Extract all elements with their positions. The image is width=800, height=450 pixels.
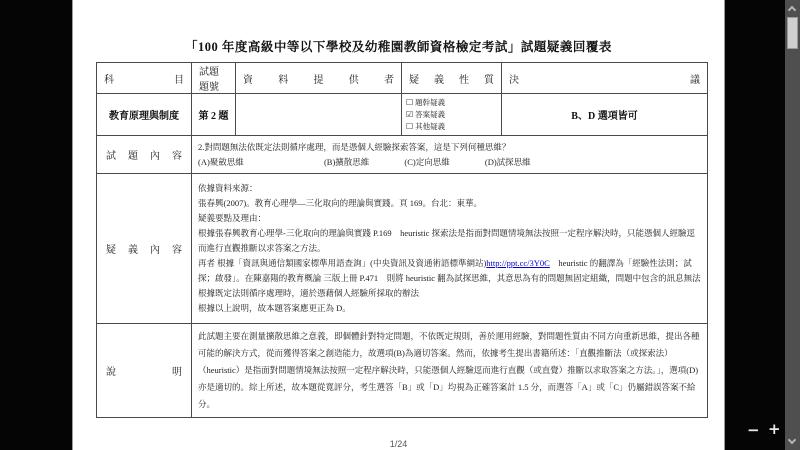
nature-option-other xyxy=(406,121,497,133)
zoom-in-button[interactable]: + xyxy=(768,420,781,438)
option-a: (A)聚斂思維 xyxy=(198,157,244,167)
nature-option-answer xyxy=(406,109,497,121)
nature-option-stem xyxy=(406,97,497,109)
scroll-up-icon[interactable] xyxy=(788,6,796,14)
dispute-conclusion: 根據以上說明，故本題答案應更正為 D。 xyxy=(198,303,351,313)
question-row xyxy=(97,136,708,174)
nature-option-label: 其他疑義 xyxy=(415,121,446,131)
dispute-nature-cell xyxy=(402,94,502,136)
checkbox-unchecked-icon[interactable]: ☐ xyxy=(406,121,414,131)
dispute-reason-paragraph-2 xyxy=(198,256,701,301)
dispute-source-citation: 張春興(2007)。教育心理學—三化取向的理論與實踐。頁 169。台北：東華。 xyxy=(198,198,483,208)
table-header-row xyxy=(97,63,708,94)
question-stem: 2.對問題無法依既定法則循序處理，而是憑個人經驗探索答案，這是下列何種思維？ xyxy=(198,142,511,152)
header-resolution: 決 議 xyxy=(502,63,708,94)
question-row-label: 試 題 內 容 xyxy=(97,136,192,174)
explanation-content-cell xyxy=(192,324,708,418)
dispute-text-after-link: heuristic 的翻譯為「經驗性法則；試探；啟發」。在陳嘉陽的教育概論 三版上冊 P.471 則將 heuristic 翻為試探思維，其意思為有的問題無固定組織，問題中包含的訊息無法根據既定法則循序處理時，適於憑藉個人經驗所採取的辦法 xyxy=(198,258,701,298)
document-title: 「100 年度高級中等以下學校及幼稚園教師資格檢定考試」試題疑義回覆表 xyxy=(185,40,612,54)
zoom-out-button[interactable]: − xyxy=(747,421,760,439)
header-nature: 疑 義 性 質 xyxy=(402,63,502,94)
page-indicator: 1/24 xyxy=(389,439,408,449)
resolution-value: B、D 選項皆可 xyxy=(502,94,708,136)
dispute-content-cell xyxy=(192,174,708,324)
provider-value xyxy=(236,94,402,136)
reference-link[interactable]: http://ppt.cc/3Y0C xyxy=(486,258,550,268)
nature-option-label: 答案疑義 xyxy=(415,109,446,119)
document-page xyxy=(72,0,725,450)
header-subject: 科 目 xyxy=(97,63,192,94)
header-provider: 資 料 提 供 者 xyxy=(236,63,402,94)
option-d: (D)試探思維 xyxy=(484,157,531,167)
review-table xyxy=(96,62,708,418)
question-options xyxy=(198,156,701,168)
explanation-text: 此試題主要在測量擴散思維之意義，即個體針對特定問題，不依既定規則，善於運用經驗，對問題性質由不同方向重新思維，提出各種可能的解決方式，從而獲得答案之創造能力，故選項(B)為適切答案。然而，依據考生提出書籍所述：「直觀推斷法（或探索法）（heuristic）是指面對問題情境無法按照一定程序解決時，只能憑個人經驗逕而進行直觀（或直覺）推斷以求取答案之方法。」，選項(D)亦是適切的。綜上所述，故本題從寬評分，考生選答「B」或「D」均視為正確答案計 1.5 分，而選答「A」或「C」仍屬錯誤答案不給分。 xyxy=(198,331,700,409)
explanation-row-label: 說 明 xyxy=(97,324,192,418)
option-b: (B)擴散思維 xyxy=(323,157,370,167)
explanation-row xyxy=(97,324,708,418)
checkbox-checked-icon[interactable]: ☑ xyxy=(406,109,414,119)
dispute-row-label: 疑 義 內 容 xyxy=(97,174,192,324)
dispute-source-heading: 依據資料來源： xyxy=(198,183,258,193)
question-no-value: 第 2 題 xyxy=(192,94,236,136)
dispute-row xyxy=(97,174,708,324)
dispute-reason-heading: 疑義要點及理由： xyxy=(198,213,267,223)
dispute-text-before-link: 再者 根據「資訊與通信類國家標準用語查詢」(中央資訊及資通術語標準網站) xyxy=(198,258,487,268)
checkbox-unchecked-icon[interactable]: ☐ xyxy=(406,97,414,107)
header-question-no: 試題題號 xyxy=(192,63,236,94)
dispute-reason-paragraph-1: 根據張春興教育心理學-三化取向的理論與實踐 P.169 heuristic 探索法是指面對問題情境無法按照一定程序解決時，只能憑個人經驗逕而進行直觀推斷以求答案之方法。 xyxy=(198,228,696,253)
scrollbar-thumb[interactable] xyxy=(787,17,798,49)
question-content-cell xyxy=(192,136,708,174)
option-c: (C)定向思維 xyxy=(404,157,450,167)
nature-option-label: 題幹疑義 xyxy=(415,97,446,107)
scroll-down-icon[interactable] xyxy=(788,436,796,444)
table-info-row xyxy=(97,94,708,136)
subject-value: 教育原理與制度 xyxy=(97,94,192,136)
vertical-scrollbar[interactable] xyxy=(785,0,800,450)
